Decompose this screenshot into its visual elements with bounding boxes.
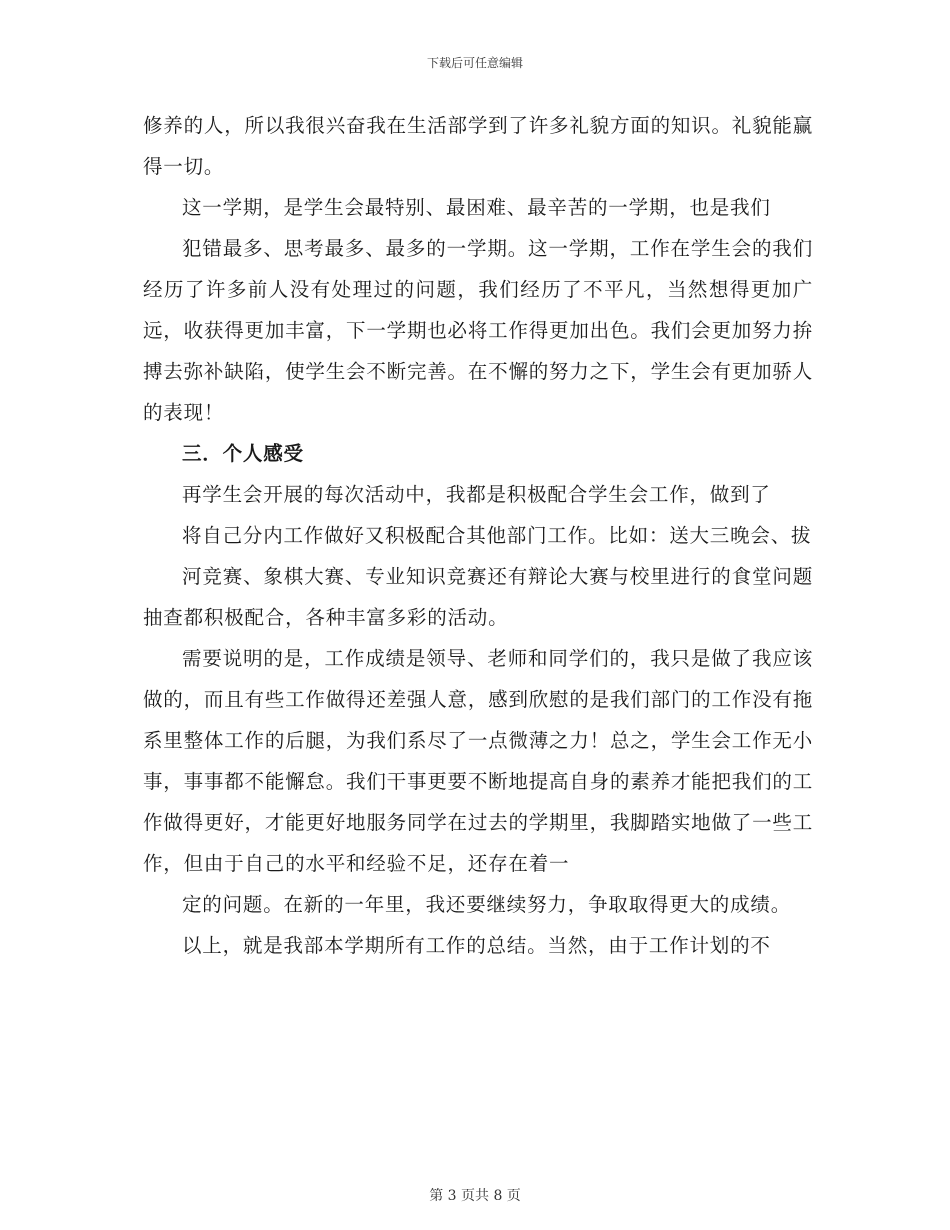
paragraph-6: 河竞赛、象棋大赛、专业知识竞赛还有辩论大赛与校里进行的食堂问题抽查都积极配合，各种丰富多彩的活动。: [143, 565, 813, 629]
paragraph-2: 这一学期，是学生会最特别、最困难、最辛苦的一学期，也是我们: [182, 196, 771, 219]
page-footer: 第 3 页共 8 页: [429, 1188, 521, 1204]
page-header: 下载后可任意编辑: [426, 56, 523, 70]
section-heading: 三．个人感受: [182, 442, 304, 465]
paragraph-3: 犯错最多、思考最多、最多的一学期。这一学期，工作在学生会的我们经历了许多前人没有处理过的问题，我们经历了不平凡，当然想得更加广远，收获得更加丰富，下一学期也必将工作得更加出色。我们会更加努力拚搏去弥补缺陷，使学生会不断完善。在不懈的努力之下，学生会有更加骄人的表现！: [143, 237, 813, 424]
paragraph-4: 再学生会开展的每次活动中，我都是积极配合学生会工作，做到了: [182, 483, 771, 506]
paragraph-1: 修养的人，所以我很兴奋我在生活部学到了许多礼貌方面的知识。礼貌能赢得一切。: [143, 114, 813, 178]
paragraph-9: 以上，就是我部本学期所有工作的总结。当然，由于工作计划的不: [182, 934, 771, 957]
paragraph-5: 将自己分内工作做好又积极配合其他部门工作。比如：送大三晚会、拔: [182, 524, 812, 547]
paragraph-8: 定的问题。在新的一年里，我还要继续努力，争取取得更大的成绩。: [182, 893, 792, 916]
document-body: [143, 105, 813, 966]
paragraph-7: 需要说明的是，工作成绩是领导、老师和同学们的，我只是做了我应该做的，而且有些工作做得还差强人意，感到欣慰的是我们部门的工作没有拖系里整体工作的后腿，为我们系尽了一点微薄之力！总之，学生会工作无小事，事事都不能懈怠。我们干事更要不断地提高自身的素养才能把我们的工作做得更好，才能更好地服务同学在过去的学期里，我脚踏实地做了一些工作，但由于自己的水平和经验不足，还存在着一: [143, 647, 813, 875]
